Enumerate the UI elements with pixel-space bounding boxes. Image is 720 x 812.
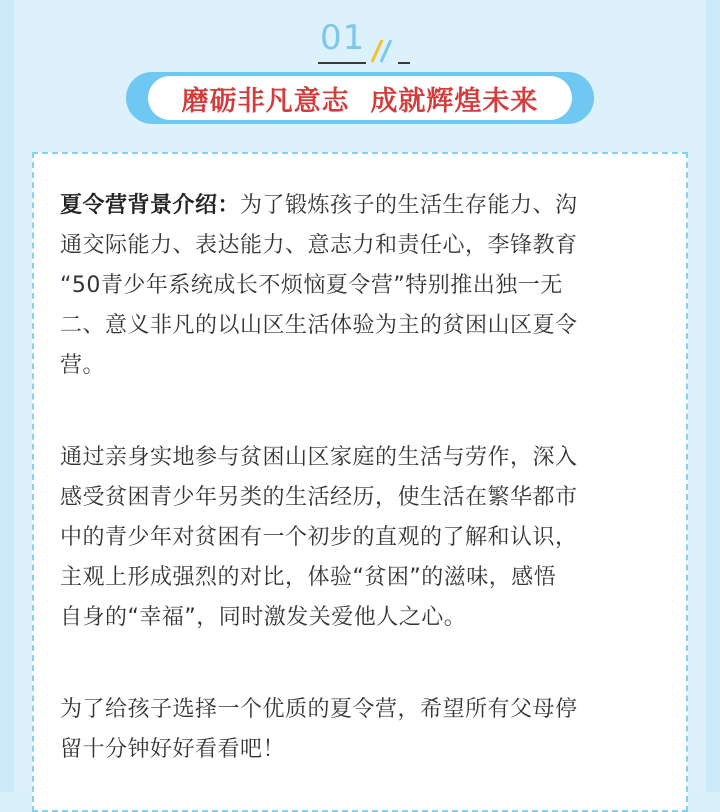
intro-line-5: 营。: [60, 353, 106, 378]
number-underline: [318, 62, 366, 64]
title-pill: [148, 76, 572, 120]
closing-line-1: 为了给孩子选择一个优质的夏令营，希望所有父母停: [60, 697, 578, 722]
intro-line-text: 为了锻炼孩子的生活生存能力、沟: [240, 193, 578, 218]
closing-line-2: 留十分钟好好看看吧！: [60, 737, 286, 762]
section-number: 01: [320, 18, 366, 58]
experience-line-4: 主观上形成强烈的对比，体验“贫困”的滋味，感悟: [60, 565, 557, 590]
intro-line-3: “50青少年系统成长不烦恼夏令营”特别推出独一无: [60, 273, 563, 298]
trailing-dash: [398, 62, 410, 64]
experience-line-1: 通过亲身实地参与贫困山区家庭的生活与劳作，深入: [60, 445, 578, 470]
intro-line-2: 通交际能力、表达能力、意志力和责任心，李锋教育: [60, 233, 578, 258]
intro-lead-label: 夏令营背景介绍：: [60, 193, 241, 218]
left-border-strip: [0, 0, 14, 792]
experience-paragraph: [60, 438, 660, 638]
experience-line-2: 感受贫困青少年另类的生活经历，使生活在繁华都市: [60, 485, 578, 510]
experience-line-3: 中的青少年对贫困有一个初步的直观的了解和认识，: [60, 525, 578, 550]
section-number-badge: [318, 18, 418, 72]
double-slash-icon: [368, 38, 396, 64]
right-border-strip: [706, 0, 720, 792]
closing-paragraph: [60, 690, 660, 770]
intro-line-1: [60, 186, 660, 226]
intro-paragraph: [60, 186, 660, 386]
section-title: 磨砺非凡意志 成就辉煌未来: [181, 85, 539, 117]
experience-line-5: 自身的“幸福”，同时激发关爱他人之心。: [60, 605, 467, 630]
intro-line-4: 二、意义非凡的以山区生活体验为主的贫困山区夏令: [60, 313, 578, 338]
